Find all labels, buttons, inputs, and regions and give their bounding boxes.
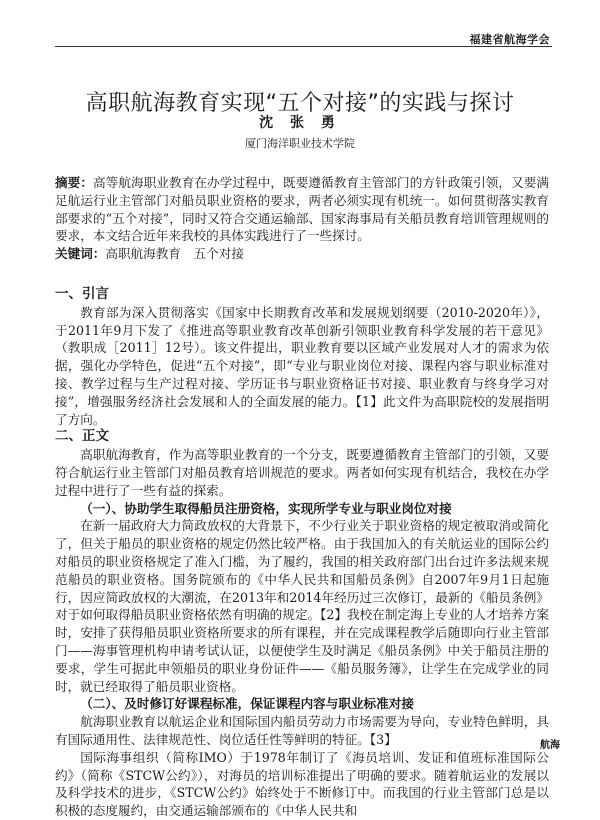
section-heading-introduction: 一、引言 (55, 286, 109, 302)
paragraph: 国际海事组织（简称IMO）于1978年制订了《海员培训、发证和值班标准国际公约》（简称《STCW公约》），对海员的培训标准提出了明确的要求。随着航运业的发展以及科学技术的进步，《STCW公约》始终处于不断修订中。而我国的行业主管部门总是以积极的态度履约，由交通运输部颁布的《中华人民共和 (55, 749, 549, 819)
institution: 厦门海洋职业技术学院 (245, 137, 355, 150)
abstract-text: 高等航海职业教育在办学过程中，既要遵循教育主管部门的方针政策引领，又要满足航运行业主管部门对船员职业资格的要求，两者必须实现有机统一。如何贯彻落实教育部要求的“五个对接”，同时又符合交通运输部、国家海事局有关船员教育培训管理规则的要求，本文结合近年来我校的具体实践进行了一些探讨。 (55, 175, 550, 244)
abstract (55, 174, 549, 245)
keywords (55, 245, 549, 263)
header-rule (55, 46, 552, 47)
page-title: 高职航海教育实现“五个对接”的实践与探讨 (85, 91, 515, 116)
keywords-label: 关键词： (55, 246, 106, 262)
subsection-heading-1: （一）、协助学生取得船员注册资格，实现所学专业与职业岗位对接 (80, 500, 452, 516)
abstract-label: 摘要： (55, 175, 94, 190)
author: 沈 张 勇 (259, 115, 341, 131)
paragraph: 航海职业教育以航运企业和国际国内船员劳动力市场需要为导向，专业特色鲜明，具有国际通用性、法律规范性、岗位适任性等鲜明的特征。【3】 (55, 714, 549, 747)
abstract-block (55, 174, 549, 263)
page-footer: 航海 (540, 740, 560, 751)
subsection-heading-2: （二）、及时修订好课程标准，保证课程内容与职业标准对接 (80, 696, 414, 712)
running-header-society: 福建省航海学会 (469, 33, 550, 46)
body-text (55, 286, 549, 820)
paragraph: 高职航海教育，作为高等职业教育的一个分支，既要遵循教育主管部门的引领，又要符合航运行业主管部门对船员教育培训规范的要求。两者如何实现有机结合，我校在办学过程中进行了一些有益的探索。 (55, 447, 549, 498)
paragraph: 在新一届政府大力简政放权的大背景下，不少行业关于职业资格的规定被取消或简化了，但关于船员的职业资格的规定仍然比较严格。由于我国加入的有关航运业的国际公约对船员的职业资格规定了准入门槛，为了履约，我国的相关政府部门出台过许多法规来规范船员的职业资格。国务院颁布的《中华人民共和国船员条例》自2007年9月1日起施行，因应简政放权的大潮流，在2013年和2014年经历过三次修订，最新的《船员条例》对于如何取得船员职业资格依然有明确的规定。【2】我校在制定海上专业的人才培养方案时，安排了获得船员职业资格所要求的所有课程，并在完成课程教学后随即向行业主管部门——海事管理机构申请考试认证，以便使学生及时满足《船员条例》中关于船员注册的要求，学生可据此申领船员的职业身份证件——《船员服务簿》，让学生在完成学业的同时，就已经取得了船员职业资格。 (55, 518, 549, 694)
keywords-text: 高职航海教育 五个对接 (105, 246, 244, 262)
paragraph: 教育部为深入贯彻落实《国家中长期教育改革和发展规划纲要（2010-2020年）》，于2011年9月下发了《推进高等职业教育改革创新引领职业教育科学发展的若干意见》（教职成［2011］12号）。该文件提出，职业教育要以区域产业发展对人才的需求为依据，强化办学特色，促进“五个对接”，即“专业与职业岗位对接、课程内容与职业标准对接、教学过程与生产过程对接、学历证书与职业资格证书对接、职业教育与终身学习对接”，增强服务经济社会发展和人的全面发展的能力。【1】此文件为高职院校的发展指明了方向。 (55, 304, 549, 427)
section-heading-main: 二、正文 (55, 428, 109, 445)
